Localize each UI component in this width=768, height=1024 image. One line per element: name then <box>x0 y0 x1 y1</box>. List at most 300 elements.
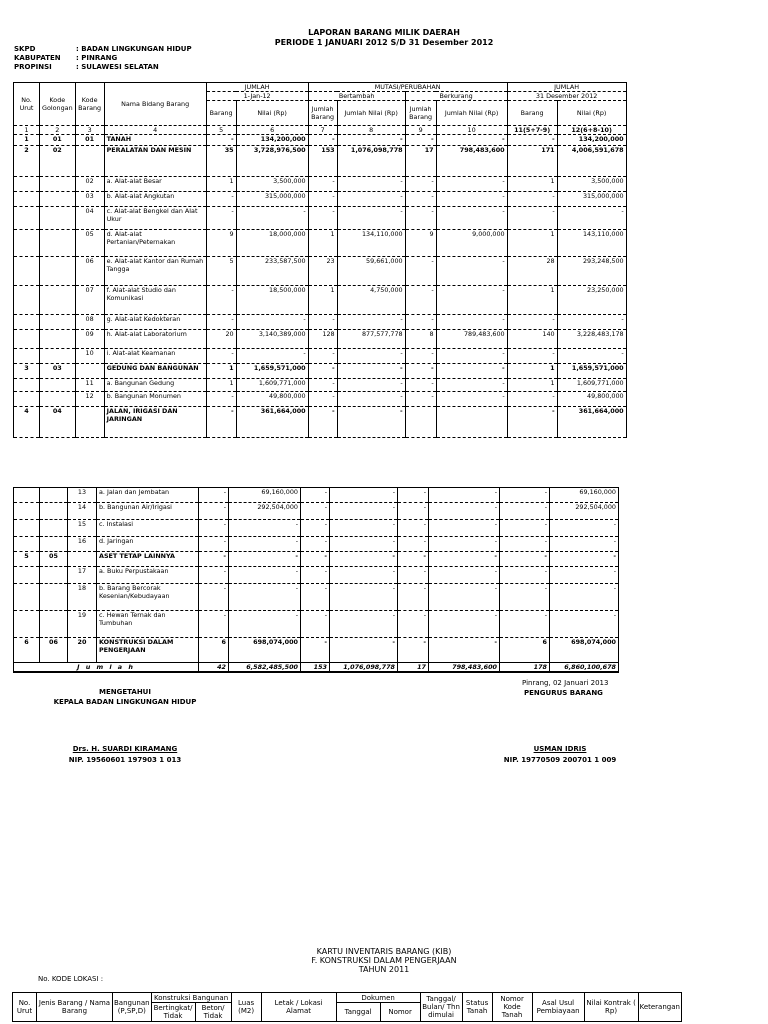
table-row <box>14 364 627 379</box>
col-number: 1 <box>14 126 40 135</box>
cell-barang-kurang: - <box>398 520 429 537</box>
cell-no-urut <box>14 230 40 257</box>
cell-nilai-tambah: - <box>337 407 405 438</box>
cell-barang-awal: 9 <box>206 230 236 257</box>
cell-barang-tambah: - <box>308 407 337 438</box>
cell-kode-barang: 08 <box>75 315 104 330</box>
cell-nilai-awal: 18,000,000 <box>236 230 308 257</box>
cell-nilai-akhir: - <box>550 537 619 552</box>
cell-kode-barang: 04 <box>75 207 104 230</box>
cell-barang-awal: - <box>199 537 229 552</box>
cell-nilai-akhir: 134,200,000 <box>557 135 626 146</box>
cell-nilai-akhir: 361,664,000 <box>557 407 626 438</box>
col-nama-bidang: Nama Bidang Barang <box>104 83 206 126</box>
cell-nama-barang: c. Hewan Ternak dan Tumbuhan <box>97 611 199 638</box>
cell-no-urut <box>14 330 40 349</box>
cell-nilai-kurang: - <box>436 364 507 379</box>
cell-nilai-akhir: - <box>557 315 626 330</box>
cell-barang-akhir: - <box>500 503 550 520</box>
cell-nama-barang: g. Alat-alat Kedokteran <box>104 315 206 330</box>
cell-kode-golongan <box>40 330 76 349</box>
cell-nilai-akhir: 1,609,771,000 <box>557 379 626 392</box>
cell-barang-tambah: - <box>301 488 330 503</box>
cell-barang-kurang: - <box>398 488 429 503</box>
cell-nilai-kurang: 9,000,000 <box>436 230 507 257</box>
cell-no-urut <box>14 392 40 407</box>
cell-nilai-awal: 49,800,000 <box>236 392 308 407</box>
cell-barang-tambah: - <box>308 207 337 230</box>
cell-kode-golongan <box>40 315 76 330</box>
pengurus-name: USMAN IDRIS <box>533 745 587 753</box>
total-nilai-kurang: 798,483,600 <box>429 663 500 673</box>
cell-nilai-akhir: 315,000,000 <box>557 192 626 207</box>
cell-nama-barang: c. Alat-alat Bengkel dan Alat Ukur <box>104 207 206 230</box>
cell-barang-kurang: 9 <box>405 230 436 257</box>
cell-barang-tambah: - <box>301 611 330 638</box>
cell-kode-golongan <box>40 611 68 638</box>
cell-nama-barang: d. Alat-alat Pertanian/Peternakan <box>104 230 206 257</box>
cell-kode-golongan <box>40 192 76 207</box>
col-jumlah-awal: JUMLAH <box>206 83 308 92</box>
cell-kode-barang: 16 <box>68 537 97 552</box>
cell-barang-akhir: 1 <box>507 364 557 379</box>
cell-no-urut <box>14 257 40 286</box>
cell-barang-akhir: - <box>500 584 550 611</box>
kib-col-asal-usul: Asal Usul Pembiayaan <box>532 993 584 1022</box>
cell-nilai-tambah: - <box>337 349 405 364</box>
cell-nilai-kurang: - <box>429 638 500 663</box>
col-jumlah-awal-date: 1-Jan-12 <box>206 92 308 101</box>
col-jumlah-nilai-kurang: Jumlah Nilai (Rp) <box>436 101 507 126</box>
cell-barang-awal: 20 <box>206 330 236 349</box>
cell-nilai-awal: 292,504,000 <box>229 503 301 520</box>
cell-kode-golongan <box>40 207 76 230</box>
cell-barang-tambah: - <box>301 552 330 567</box>
kib-title: KARTU INVENTARIS BARANG (KIB) <box>316 947 452 956</box>
cell-no-urut: 3 <box>14 364 40 379</box>
table-row <box>14 330 627 349</box>
cell-no-urut: 5 <box>14 552 40 567</box>
kib-col-status-tanah: Status Tanah <box>462 993 492 1022</box>
col-number: 5 <box>206 126 236 135</box>
cell-barang-tambah: - <box>301 584 330 611</box>
kabupaten-label: KABUPATEN <box>14 54 61 62</box>
mengetahui-label: MENGETAHUI <box>99 688 151 696</box>
cell-nilai-tambah: 134,110,000 <box>337 230 405 257</box>
col-nilai-akhir: Nilai (Rp) <box>557 101 626 126</box>
cell-nama-barang: b. Bangunan Monumen <box>104 392 206 407</box>
cell-kode-barang <box>75 364 104 379</box>
cell-kode-barang: 11 <box>75 379 104 392</box>
cell-nilai-awal: 1,659,571,000 <box>236 364 308 379</box>
cell-nilai-akhir: - <box>557 349 626 364</box>
cell-nilai-kurang <box>436 407 507 438</box>
cell-kode-golongan <box>40 230 76 257</box>
cell-nilai-akhir: - <box>550 611 619 638</box>
cell-barang-kurang: - <box>398 638 429 663</box>
cell-barang-kurang: - <box>405 257 436 286</box>
cell-kode-golongan <box>40 503 68 520</box>
cell-nama-barang: KONSTRUKSI DALAM PENGERJAAN <box>97 638 199 663</box>
kib-col-nilai-kontrak: Nilai Kontrak ( Rp) <box>584 993 638 1022</box>
cell-barang-tambah: - <box>301 520 330 537</box>
cell-kode-golongan: 04 <box>40 407 76 438</box>
cell-nilai-akhir: - <box>550 552 619 567</box>
col-bertambah: Bertambah <box>308 92 405 101</box>
cell-nilai-kurang: - <box>436 177 507 192</box>
cell-kode-barang <box>68 552 97 567</box>
cell-nilai-tambah: 1,076,098,778 <box>337 146 405 177</box>
cell-nama-barang: e. Alat-alat Kantor dan Rumah Tangga <box>104 257 206 286</box>
cell-nilai-tambah: - <box>330 503 398 520</box>
total-label: J u m l a h <box>14 663 199 673</box>
cell-nama-barang: TANAH <box>104 135 206 146</box>
kode-lokasi-label: No. KODE LOKASI : <box>38 975 104 983</box>
report-title: LAPORAN BARANG MILIK DAERAH <box>308 28 460 37</box>
cell-barang-tambah: - <box>308 177 337 192</box>
cell-nama-barang: i. Alat-alat Keamanan <box>104 349 206 364</box>
kib-col-beton: Beton/ Tidak <box>195 1003 231 1022</box>
cell-barang-akhir: 171 <box>507 146 557 177</box>
cell-nilai-kurang: - <box>429 552 500 567</box>
cell-nama-barang: h. Alat-alat Laboratorium <box>104 330 206 349</box>
cell-barang-akhir: - <box>500 567 550 584</box>
cell-barang-kurang: - <box>405 349 436 364</box>
cell-nilai-akhir: - <box>550 567 619 584</box>
table-row <box>14 315 627 330</box>
cell-barang-awal: - <box>206 407 236 438</box>
kib-col-luas: Luas (M2) <box>231 993 261 1022</box>
table-row <box>14 230 627 257</box>
table-row <box>14 207 627 230</box>
cell-nilai-awal: 3,728,976,500 <box>236 146 308 177</box>
cell-barang-awal: - <box>206 315 236 330</box>
table-row <box>14 177 627 192</box>
cell-kode-golongan <box>40 392 76 407</box>
cell-barang-akhir: 1 <box>507 379 557 392</box>
cell-no-urut <box>14 520 40 537</box>
col-number: 8 <box>337 126 405 135</box>
cell-barang-kurang: - <box>398 584 429 611</box>
cell-barang-kurang: - <box>405 315 436 330</box>
table-row <box>14 584 619 611</box>
cell-nilai-kurang: - <box>429 503 500 520</box>
cell-barang-awal: - <box>206 349 236 364</box>
cell-nilai-tambah: 877,577,778 <box>337 330 405 349</box>
kib-col-no: No. Urut <box>13 993 37 1022</box>
cell-nama-barang: ASET TETAP LAINNYA <box>97 552 199 567</box>
cell-barang-tambah: 23 <box>308 257 337 286</box>
cell-no-urut <box>14 177 40 192</box>
col-number: 11(5+7-9) <box>507 126 557 135</box>
cell-no-urut <box>14 315 40 330</box>
cell-barang-awal: - <box>199 552 229 567</box>
cell-kode-golongan <box>40 584 68 611</box>
cell-no-urut <box>14 584 40 611</box>
cell-nilai-awal: 698,074,000 <box>229 638 301 663</box>
pengurus-nip: NIP. 19770509 200701 1 009 <box>503 756 617 764</box>
cell-no-urut <box>14 286 40 315</box>
cell-nilai-akhir: 698,074,000 <box>550 638 619 663</box>
col-kode-barang: Kode Barang <box>75 83 104 126</box>
cell-nama-barang: d. Jaringan <box>97 537 199 552</box>
cell-nilai-awal: - <box>229 611 301 638</box>
cell-kode-golongan: 02 <box>40 146 76 177</box>
cell-barang-awal: - <box>199 567 229 584</box>
table-row <box>14 638 619 663</box>
cell-kode-barang: 12 <box>75 392 104 407</box>
cell-barang-awal: 35 <box>206 146 236 177</box>
table-row <box>14 567 619 584</box>
total-nilai-awal: 6,582,485,500 <box>229 663 301 673</box>
kib-col-jenis: Jenis Barang / Nama Barang <box>37 993 113 1022</box>
cell-nilai-awal: - <box>229 537 301 552</box>
cell-no-urut: 6 <box>14 638 40 663</box>
cell-nilai-akhir: 4,006,591,678 <box>557 146 626 177</box>
cell-kode-golongan <box>40 567 68 584</box>
cell-kode-barang: 14 <box>68 503 97 520</box>
col-number: 4 <box>104 126 206 135</box>
cell-kode-golongan: 05 <box>40 552 68 567</box>
cell-nilai-awal: - <box>229 520 301 537</box>
cell-barang-akhir: 6 <box>500 638 550 663</box>
cell-barang-kurang: - <box>405 286 436 315</box>
total-barang-akhir: 178 <box>500 663 550 673</box>
cell-kode-barang: 05 <box>75 230 104 257</box>
cell-nilai-kurang: - <box>436 315 507 330</box>
skpd-label: SKPD <box>14 45 36 53</box>
col-number: 7 <box>308 126 337 135</box>
cell-barang-kurang: 8 <box>405 330 436 349</box>
cell-barang-tambah: - <box>308 392 337 407</box>
cell-nilai-kurang: - <box>436 392 507 407</box>
cell-kode-golongan <box>40 537 68 552</box>
cell-nilai-awal: - <box>229 567 301 584</box>
cell-nilai-kurang: - <box>429 584 500 611</box>
cell-barang-awal: - <box>206 192 236 207</box>
cell-barang-akhir: - <box>507 407 557 438</box>
cell-barang-akhir: - <box>500 488 550 503</box>
cell-barang-kurang: - <box>398 537 429 552</box>
cell-barang-tambah: - <box>308 379 337 392</box>
cell-nilai-akhir: 49,800,000 <box>557 392 626 407</box>
cell-no-urut <box>14 611 40 638</box>
cell-kode-barang: 06 <box>75 257 104 286</box>
cell-barang-kurang <box>405 407 436 438</box>
cell-kode-barang: 10 <box>75 349 104 364</box>
cell-nilai-akhir: 143,110,000 <box>557 230 626 257</box>
cell-nama-barang: b. Barang Bercorak Kesenian/Kebudayaan <box>97 584 199 611</box>
cell-kode-golongan <box>40 286 76 315</box>
table-row <box>14 286 627 315</box>
cell-barang-akhir: 140 <box>507 330 557 349</box>
cell-nilai-tambah: - <box>330 520 398 537</box>
kib-col-bertingkat: Bertingkat/ Tidak <box>151 1003 195 1022</box>
cell-nilai-awal: 3,500,000 <box>236 177 308 192</box>
cell-nilai-kurang: - <box>436 286 507 315</box>
cell-barang-awal: - <box>199 503 229 520</box>
cell-nama-barang: b. Bangunan Air/Irigasi <box>97 503 199 520</box>
kabupaten-value: : PINRANG <box>76 54 118 62</box>
col-jumlah-akhir: JUMLAH <box>507 83 626 92</box>
cell-barang-akhir: 1 <box>507 286 557 315</box>
cell-no-urut <box>14 379 40 392</box>
cell-nilai-awal: - <box>236 315 308 330</box>
cell-barang-awal: - <box>199 611 229 638</box>
cell-nama-barang: GEDUNG DAN BANGUNAN <box>104 364 206 379</box>
cell-barang-tambah: 128 <box>308 330 337 349</box>
kib-subtitle: F. KONSTRUKSI DALAM PENGERJAAN <box>311 956 457 965</box>
cell-no-urut <box>14 488 40 503</box>
total-nilai-akhir: 6,860,100,678 <box>550 663 619 673</box>
cell-nilai-tambah: - <box>337 364 405 379</box>
cell-barang-tambah: 153 <box>308 146 337 177</box>
table-row <box>14 537 619 552</box>
cell-barang-akhir: - <box>500 552 550 567</box>
col-number: 12(6+8-10) <box>557 126 626 135</box>
cell-kode-barang: 09 <box>75 330 104 349</box>
kib-table <box>12 992 682 1022</box>
cell-barang-tambah: - <box>308 315 337 330</box>
table-row <box>14 379 627 392</box>
kib-col-keterangan: Keterangan <box>638 993 681 1022</box>
kib-year: TAHUN 2011 <box>358 965 410 974</box>
cell-barang-awal: 1 <box>206 177 236 192</box>
cell-barang-akhir: - <box>500 520 550 537</box>
cell-barang-awal: - <box>206 135 236 146</box>
cell-barang-tambah: - <box>301 537 330 552</box>
table-row <box>14 135 627 146</box>
cell-nilai-tambah: - <box>337 379 405 392</box>
cell-nilai-tambah: - <box>330 537 398 552</box>
cell-nilai-akhir: 1,659,571,000 <box>557 364 626 379</box>
cell-nilai-tambah: - <box>337 392 405 407</box>
cell-nama-barang: a. Buku Perpustakaan <box>97 567 199 584</box>
cell-kode-golongan: 03 <box>40 364 76 379</box>
cell-barang-awal: - <box>199 520 229 537</box>
table-row <box>14 611 619 638</box>
cell-barang-akhir: - <box>507 315 557 330</box>
cell-kode-barang: 03 <box>75 192 104 207</box>
cell-barang-akhir: - <box>500 537 550 552</box>
cell-nilai-tambah: - <box>330 584 398 611</box>
pengurus-title: PENGURUS BARANG <box>524 689 603 697</box>
cell-no-urut <box>14 567 40 584</box>
cell-nilai-kurang: - <box>429 537 500 552</box>
cell-kode-barang: 18 <box>68 584 97 611</box>
cell-nilai-akhir: - <box>550 520 619 537</box>
cell-nilai-akhir: - <box>550 584 619 611</box>
kepala-nip: NIP. 19560601 197903 1 013 <box>68 756 182 764</box>
cell-nilai-awal: 361,664,000 <box>236 407 308 438</box>
cell-nilai-awal: 18,500,000 <box>236 286 308 315</box>
cell-kode-barang <box>75 407 104 438</box>
table-row <box>14 146 627 177</box>
cell-barang-awal: - <box>199 584 229 611</box>
table-row <box>14 520 619 537</box>
kib-col-letak: Letak / Lokasi Alamat <box>261 993 336 1022</box>
cell-kode-barang: 17 <box>68 567 97 584</box>
kib-col-nomor-kode-tanah: Nomor Kode Tanah <box>492 993 532 1022</box>
cell-no-urut: 4 <box>14 407 40 438</box>
cell-nilai-akhir: 23,250,000 <box>557 286 626 315</box>
cell-barang-awal: 1 <box>206 364 236 379</box>
table-row <box>14 392 627 407</box>
kib-col-bangunan: Bangunan (P,SP,D) <box>113 993 152 1022</box>
col-number: 9 <box>405 126 436 135</box>
cell-nilai-akhir: 69,160,000 <box>550 488 619 503</box>
cell-kode-golongan <box>40 349 76 364</box>
cell-nilai-akhir: 292,504,000 <box>550 503 619 520</box>
table-row <box>14 503 619 520</box>
cell-barang-kurang: 17 <box>405 146 436 177</box>
cell-kode-barang: 07 <box>75 286 104 315</box>
column-numbers-row <box>14 126 627 135</box>
cell-barang-akhir: - <box>507 349 557 364</box>
kib-col-nomor: Nomor <box>380 1003 420 1022</box>
cell-nilai-kurang: - <box>429 611 500 638</box>
cell-nama-barang: PERALATAN DAN MESIN <box>104 146 206 177</box>
cell-nilai-tambah: 59,661,000 <box>337 257 405 286</box>
cell-nilai-awal: 315,000,000 <box>236 192 308 207</box>
col-barang-akhir: Barang <box>507 101 557 126</box>
skpd-value: : BADAN LINGKUNGAN HIDUP <box>76 45 192 53</box>
cell-nilai-akhir: 3,228,483,178 <box>557 330 626 349</box>
cell-nama-barang: JALAN, IRIGASI DAN JARINGAN <box>104 407 206 438</box>
cell-barang-tambah: - <box>301 638 330 663</box>
col-no-urut: No. Urut <box>14 83 40 126</box>
cell-no-urut <box>14 207 40 230</box>
cell-kode-barang: 20 <box>68 638 97 663</box>
cell-nilai-akhir: - <box>557 207 626 230</box>
total-nilai-tambah: 1,076,098,778 <box>330 663 398 673</box>
cell-barang-tambah: - <box>308 349 337 364</box>
col-jumlah-barang-kurang: Jumlah Barang <box>405 101 436 126</box>
cell-kode-golongan <box>40 520 68 537</box>
cell-nilai-awal: 233,587,500 <box>236 257 308 286</box>
cell-no-urut <box>14 537 40 552</box>
cell-barang-tambah: - <box>308 135 337 146</box>
cell-nilai-tambah: 4,750,000 <box>337 286 405 315</box>
col-number: 2 <box>40 126 76 135</box>
cell-nama-barang: a. Bangunan Gedung <box>104 379 206 392</box>
cell-nilai-kurang: 798,483,600 <box>436 146 507 177</box>
kib-col-tgl-mulai: Tanggal/ Bulan/ Thn dimulai <box>420 993 462 1022</box>
cell-barang-kurang: - <box>398 567 429 584</box>
cell-barang-tambah: 1 <box>308 230 337 257</box>
cell-nilai-tambah: - <box>337 177 405 192</box>
cell-barang-tambah: - <box>301 567 330 584</box>
cell-nama-barang: c. Instalasi <box>97 520 199 537</box>
kib-col-konstruksi: Konstruksi Bangunan <box>151 993 231 1003</box>
col-jumlah-nilai-tambah: Jumlah Nilai (Rp) <box>337 101 405 126</box>
cell-nilai-kurang: - <box>436 257 507 286</box>
kepala-name: Drs. H. SUARDI KIRAMANG <box>72 745 178 753</box>
cell-kode-barang: 01 <box>75 135 104 146</box>
cell-barang-awal: - <box>206 286 236 315</box>
cell-barang-akhir: - <box>507 207 557 230</box>
cell-kode-barang: 13 <box>68 488 97 503</box>
cell-barang-akhir: 1 <box>507 177 557 192</box>
cell-barang-tambah: - <box>301 503 330 520</box>
cell-nilai-tambah: - <box>337 192 405 207</box>
report-period: PERIODE 1 JANUARI 2012 S/D 31 Desember 2012 <box>274 38 494 47</box>
cell-kode-barang <box>75 146 104 177</box>
cell-barang-kurang: - <box>405 392 436 407</box>
cell-barang-kurang: - <box>405 192 436 207</box>
cell-barang-awal: 1 <box>206 379 236 392</box>
table-row <box>14 552 619 567</box>
